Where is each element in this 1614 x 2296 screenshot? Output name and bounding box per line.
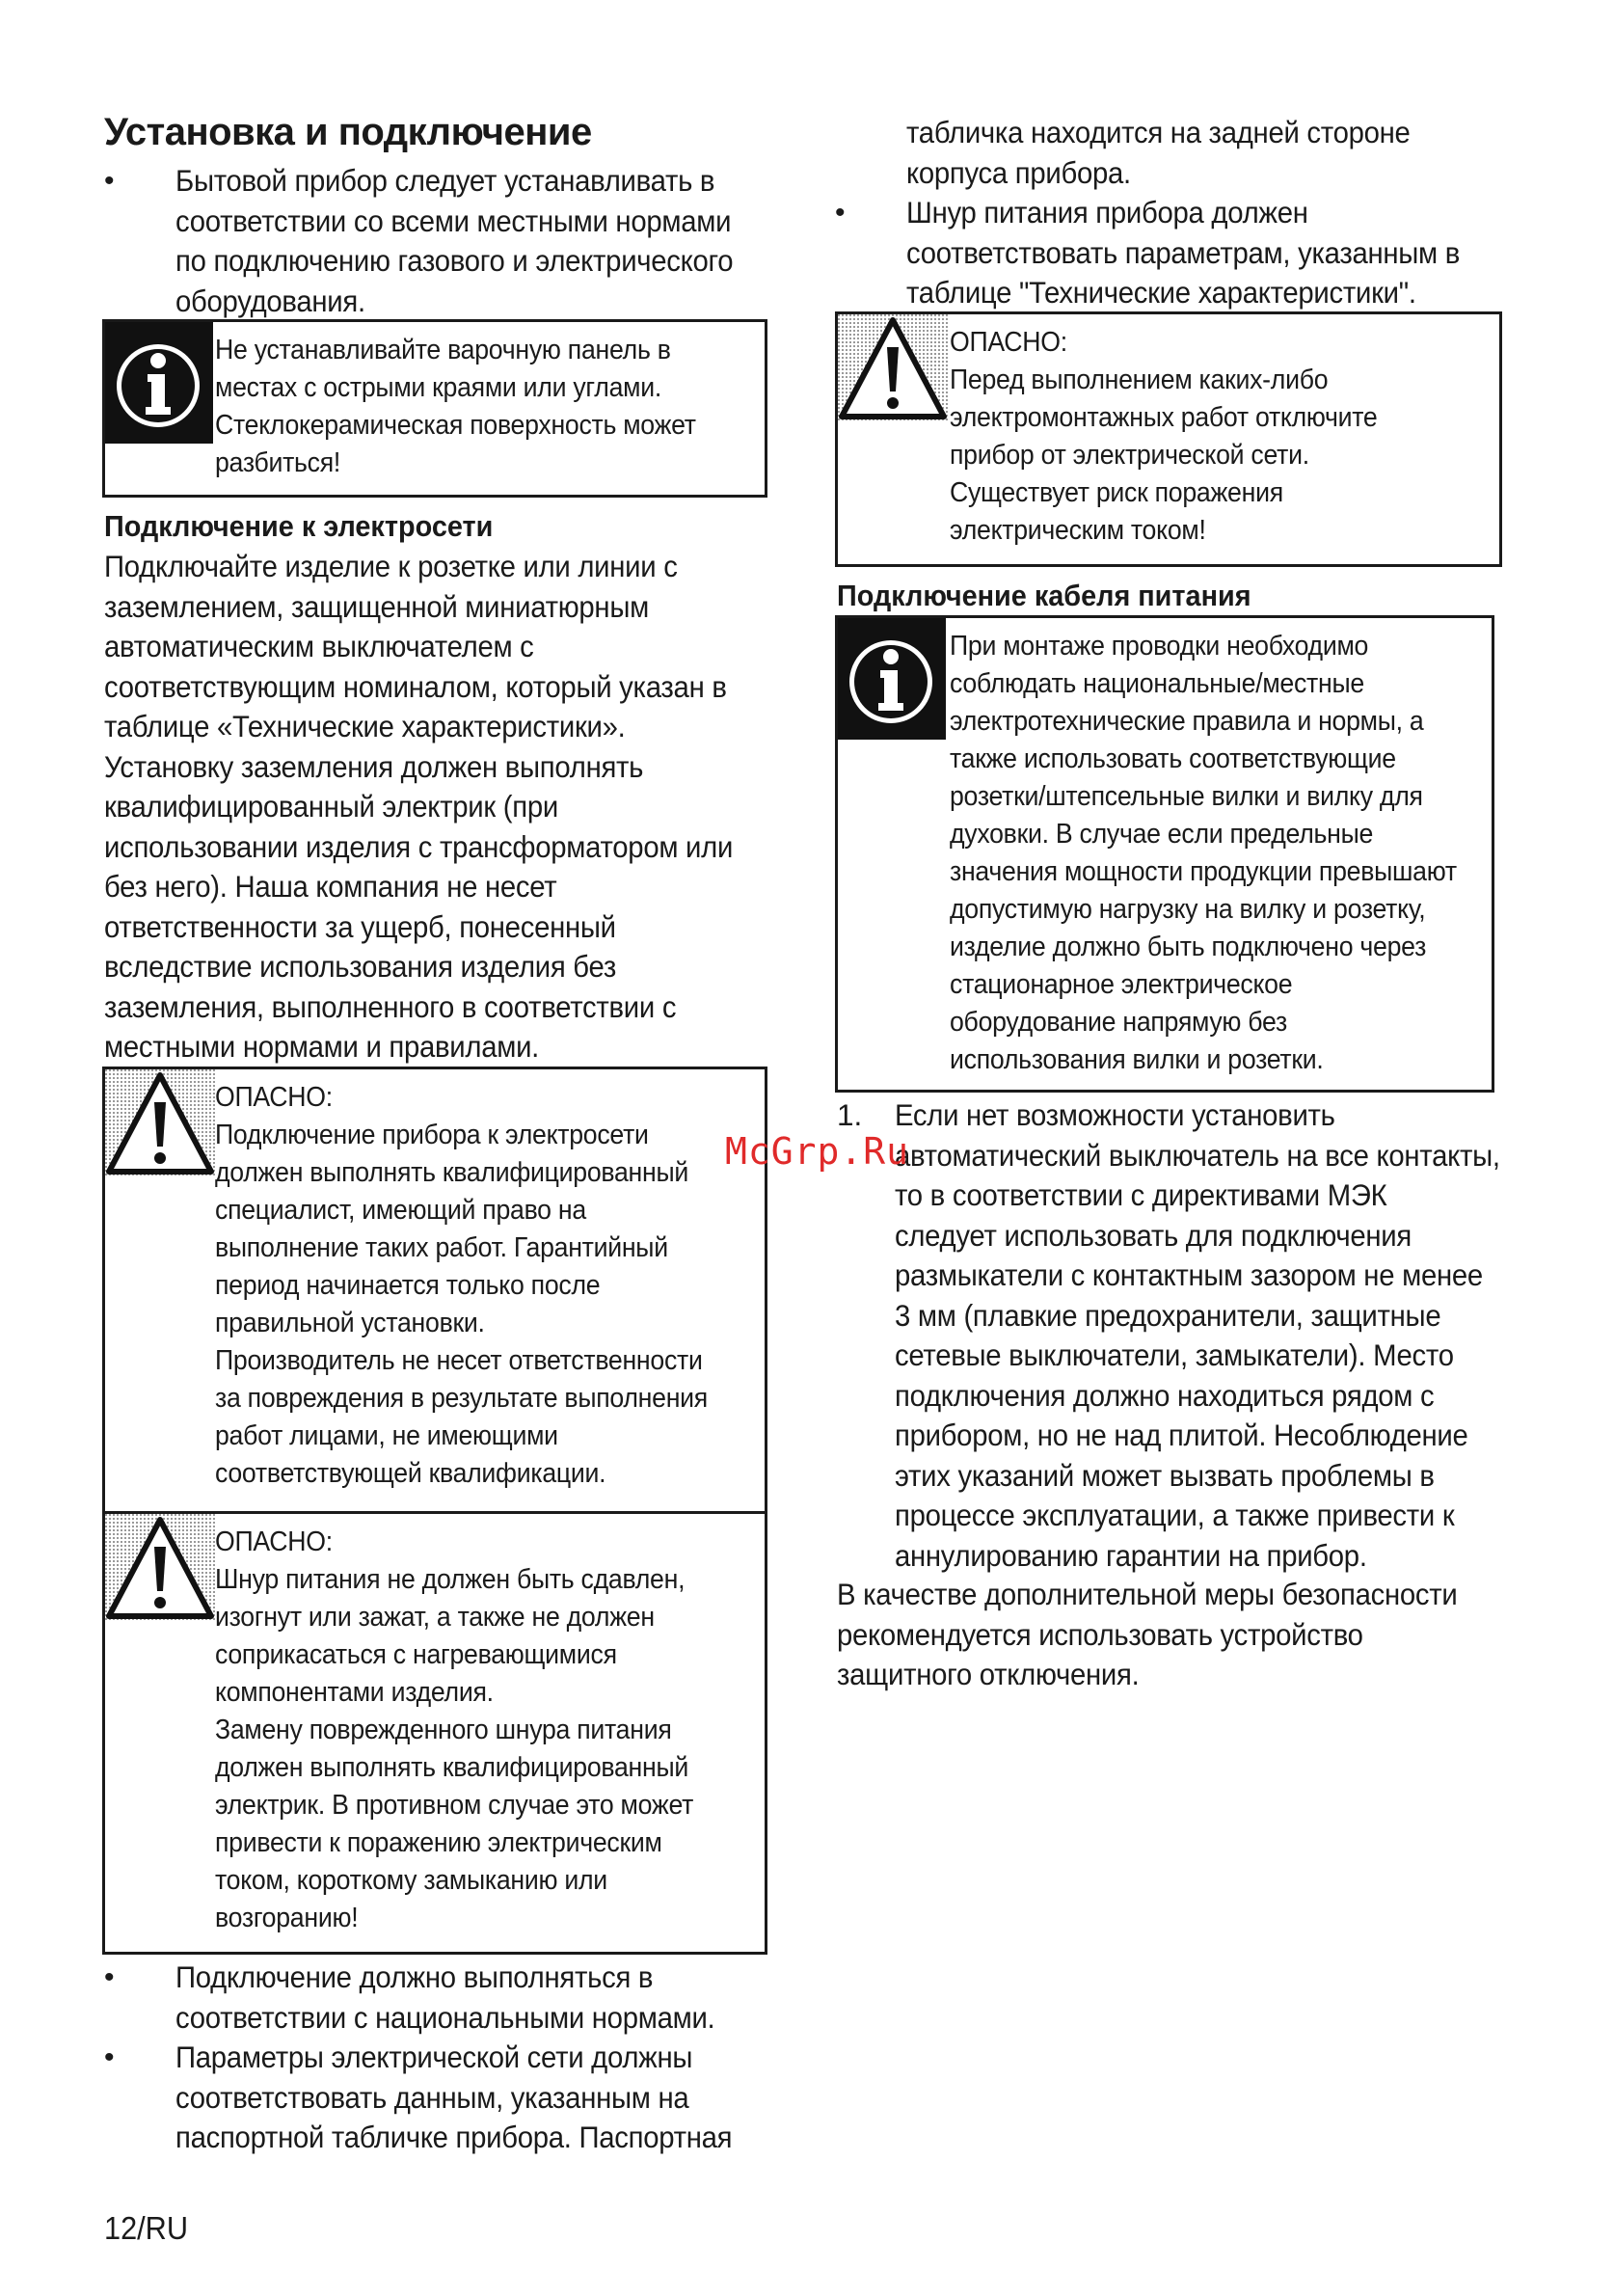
text-line: работ лицами, не имеющими (215, 1420, 558, 1451)
bullet-dot: • (835, 197, 846, 229)
warning-text (950, 324, 1377, 550)
text-line: автоматический выключатель на все контакты, (895, 1137, 1500, 1173)
text-line: Не устанавливайте варочную панель в (215, 335, 671, 365)
text-line: стационарное электрическое (950, 969, 1293, 1000)
bullet-text (906, 193, 1460, 313)
text-line: 3 мм (плавкие предохранители, защитные (895, 1297, 1441, 1333)
heading-cable-connection: Подключение кабеля питания (837, 579, 1251, 612)
text-line: заземления, выполненного в соответствии с (104, 988, 677, 1024)
text-line: привести к поражению электрическим (215, 1827, 662, 1858)
bullet-text (175, 1958, 714, 2038)
text-line: прибор от электрической сети. (950, 440, 1309, 471)
text-line: аннулированию гарантии на прибор. (895, 1537, 1367, 1573)
heading-power-connection: Подключение к электросети (104, 509, 494, 543)
text-line: размыкатели с контактным зазором не менее (895, 1257, 1483, 1292)
text-line: Установку заземления должен выполнять (104, 748, 644, 784)
text-line: специалист, имеющий право на (215, 1195, 586, 1226)
bullet-dot: • (104, 2041, 115, 2073)
text-line: Подключение должно выполняться в (175, 1959, 654, 1994)
text-line: автоматическим выключателем с (104, 629, 534, 663)
bullet-dot: • (104, 165, 115, 197)
text-line: значения мощности продукции превышают (950, 856, 1457, 887)
text-line: ответственности за ущерб, понесенный (104, 908, 616, 944)
text-line: паспортной табличке прибора. Паспортная (175, 2120, 733, 2154)
text-line: соответствии с национальными нормами. (175, 1999, 715, 2035)
text-line: При монтаже проводки необходимо (950, 631, 1369, 662)
text-line: ОПАСНО: (215, 1526, 333, 1557)
text-line: табличка находится на задней стороне (906, 115, 1411, 149)
text-line: током, короткому замыканию или (215, 1865, 607, 1896)
text-line: использовании изделия с трансформатором или (104, 828, 734, 864)
text-line: следует использовать для подключения (895, 1217, 1412, 1253)
text-line: ОПАСНО: (950, 327, 1067, 358)
bullet-text (175, 161, 733, 321)
text-line: изогнут или зажат, а также не должен (215, 1602, 655, 1633)
text-line: оборудования. (175, 283, 365, 318)
text-line: Существует риск поражения (950, 477, 1283, 508)
text-line: соответствии со всеми местными нормами (175, 203, 732, 238)
text-line: Стеклокерамическая поверхность может (215, 410, 696, 441)
text-line: Параметры электрической сети должны (175, 2039, 693, 2074)
text-line: соответствовать параметрам, указанным в (906, 234, 1461, 270)
warning-box-qualified (102, 1067, 767, 1514)
info-text (950, 628, 1457, 1079)
text-line: без него). Наша компания не несет (104, 869, 557, 904)
text-line: соответствующей квалификации. (215, 1458, 606, 1489)
text-line: Перед выполнением каких-либо (950, 365, 1329, 395)
text-line: прибором, но не над плитой. Несоблюдение (895, 1418, 1468, 1452)
section-title: Установка и подключение (104, 111, 592, 153)
warning-text (215, 1079, 708, 1493)
paragraph-rcd (837, 1575, 1457, 1695)
warning-text (215, 1524, 693, 1937)
bullet-dot: • (104, 1961, 115, 1993)
text-line: возгоранию! (215, 1903, 359, 1933)
text-line: рекомендуется использовать устройство (837, 1616, 1363, 1652)
warning-icon (105, 1069, 215, 1182)
text-line: по подключению газового и электрического (175, 243, 734, 278)
text-line: местными нормами и правилами. (104, 1029, 540, 1064)
text-line: Бытовой прибор следует устанавливать в (175, 163, 715, 198)
page-number: 12/RU (104, 2210, 188, 2246)
info-box-glass (102, 319, 767, 498)
text-line: также использовать соответствующие (950, 743, 1396, 774)
text-line: период начинается только после (215, 1270, 601, 1301)
info-icon (838, 618, 946, 744)
warning-box-disconnect (835, 311, 1502, 567)
text-line: В качестве дополнительной меры безопасности (837, 1577, 1458, 1611)
text-line: таблице "Технические характеристики". (906, 275, 1416, 310)
text-line: соприкасаться с нагревающимися (215, 1639, 617, 1670)
text-line: этих указаний может вызвать проблемы в (895, 1457, 1435, 1493)
text-line: должен выполнять квалифицированный (215, 1157, 689, 1188)
text-line: процессе эксплуатации, а также привести к (895, 1498, 1455, 1532)
text-line: то в соответствии с директивами МЭК (895, 1177, 1387, 1212)
text-line: таблице «Технические характеристики». (104, 709, 626, 743)
text-line: соответствующим номиналом, который указан в (104, 668, 727, 704)
text-line: Подключайте изделие к розетке или линии с (104, 549, 678, 583)
text-line: ОПАСНО: (215, 1082, 333, 1113)
text-line: использования вилки и розетки. (950, 1044, 1324, 1075)
text-line: местах с острыми краями или углами. (215, 372, 661, 403)
text-line: вследствие использования изделия без (104, 949, 617, 984)
text-line: заземлением, защищенной миниатюрным (104, 588, 649, 624)
text-line: Шнур питания не должен быть сдавлен, (215, 1564, 686, 1595)
info-text (215, 332, 696, 482)
paragraph-nameplate-continued (906, 113, 1411, 193)
text-line: должен выполнять квалифицированный (215, 1752, 689, 1783)
item-number: 1. (837, 1097, 863, 1132)
text-line: электромонтажных работ отключите (950, 402, 1378, 433)
text-line: электрическим током! (950, 515, 1206, 546)
text-line: оборудование напрямую без (950, 1007, 1287, 1038)
text-line: духовки. В случае если предельные (950, 819, 1374, 850)
text-line: Если нет возможности установить (895, 1097, 1335, 1132)
warning-box-cord (102, 1511, 767, 1955)
text-line: разбиться! (215, 447, 341, 478)
text-line: Замену поврежденного шнура питания (215, 1715, 672, 1745)
text-line: Подключение прибора к электросети (215, 1120, 649, 1150)
paragraph-grounding (104, 547, 733, 1067)
text-line: соответствовать данным, указанным на (175, 2079, 689, 2115)
text-line: подключения должно находиться рядом с (895, 1377, 1435, 1413)
text-line: за повреждения в результате выполнения (215, 1383, 708, 1414)
text-line: розетки/штепсельные вилки и вилку для (950, 781, 1423, 812)
text-line: электрик. В противном случае это может (215, 1790, 694, 1821)
text-line: электротехнические правила и нормы, а (950, 706, 1424, 737)
text-line: корпуса прибора. (906, 154, 1131, 190)
text-line: квалифицированный электрик (при (104, 789, 558, 824)
text-line: изделие должно быть подключено через (950, 932, 1427, 962)
item-text (895, 1095, 1500, 1576)
text-line: выполнение таких работ. Гарантийный (215, 1232, 668, 1263)
text-line: сетевые выключатели, замыкатели). Место (895, 1337, 1454, 1372)
bullet-text (175, 2038, 732, 2158)
text-line: компонентами изделия. (215, 1677, 494, 1708)
warning-icon (838, 314, 948, 427)
info-icon (105, 322, 213, 448)
text-line: Производитель не несет ответственности (215, 1345, 703, 1376)
warning-icon (105, 1514, 215, 1627)
text-line: соблюдать национальные/местные (950, 668, 1364, 699)
text-line: допустимую нагрузку на вилку и розетку, (950, 894, 1426, 925)
text-line: Шнур питания прибора должен (906, 195, 1308, 230)
info-box-wiring (835, 615, 1494, 1093)
text-line: правильной установки. (215, 1308, 485, 1338)
text-line: защитного отключения. (837, 1657, 1140, 1691)
watermark: McGrp.Ru (725, 1130, 910, 1173)
